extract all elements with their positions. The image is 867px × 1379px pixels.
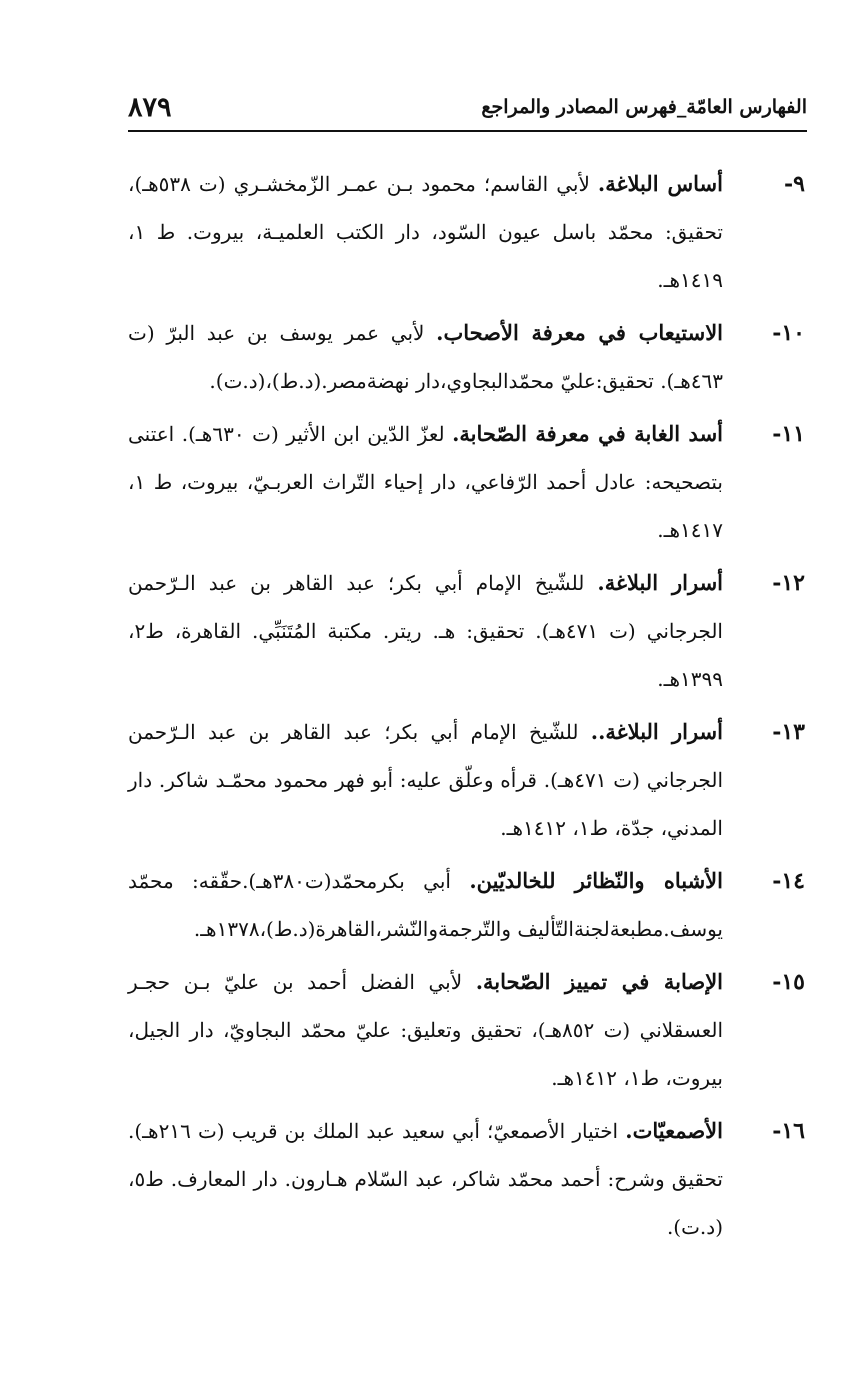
header-rule xyxy=(128,130,807,132)
bibliography-entry xyxy=(128,1107,805,1251)
entry-title: أسد الغابة في معرفة الصّحابة. xyxy=(452,421,724,446)
bibliography-list xyxy=(128,160,805,1256)
entry-title: أساس البلاغة. xyxy=(597,171,723,196)
entry-body xyxy=(128,160,723,304)
entry-body xyxy=(128,309,723,405)
entry-text: اختيار الأصمعيّ؛ أبي سعيد عبد الملك بن قريب (ت ٢١٦هـ). تحقيق وشرح: أحمد محمّد شاكر، عبد السّلام هـارون. دار المعارف. ط٥، (د.ت). xyxy=(128,1119,723,1239)
entry-title: الإصابة في تمييز الصّحابة. xyxy=(475,969,724,994)
entry-text: لأبي القاسم؛ محمود بـن عمـر الزّمخشـري (ت ٥٣٨هـ)، تحقيق: محمّد باسل عيون السّود، دار الكتب العلميـة، بيروت. ط ١، ١٤١٩هـ. xyxy=(128,172,723,292)
entry-body xyxy=(128,1107,723,1251)
entry-text: للشّيخ الإمام أبي بكر؛ عبد القاهر بن عبد الـرّحمن الجرجاني (ت ٤٧١هـ). قرأه وعلّق عليه: أبو فهر محمود محمّـد شاكر. دار المدني، جدّة، ط١، ١٤١٢هـ. xyxy=(128,720,723,840)
entry-body xyxy=(128,559,723,703)
entry-title: أسرار البلاغة.. xyxy=(590,719,723,744)
entry-body xyxy=(128,708,723,852)
entry-text: للشّيخ الإمام أبي بكر؛ عبد القاهر بن عبد الـرّحمن الجرجاني (ت ٤٧١هـ). تحقيق: هـ. ريتر. مكتبة المُتَنَبِّي. القاهرة، ط٢، ١٣٩٩هـ. xyxy=(128,571,723,691)
entry-text: لعزّ الدّين ابن الأثير (ت ٦٣٠هـ). اعتنى بتصحيحه: عادل أحمد الرّفاعي، دار إحياء التّراث العربـيّ، بيروت، ط ١، ١٤١٧هـ. xyxy=(128,422,723,542)
bibliography-entry xyxy=(128,160,805,304)
entry-title: الاستيعاب في معرفة الأصحاب. xyxy=(436,320,724,345)
running-title: الفهارس العامّة_فهرس المصادر والمراجع xyxy=(481,96,807,118)
bibliography-entry xyxy=(128,309,805,405)
entry-number: ١٤- xyxy=(772,868,805,894)
entry-number: ١١- xyxy=(772,421,805,447)
entry-body xyxy=(128,410,723,554)
entry-body xyxy=(128,958,723,1102)
bibliography-entry xyxy=(128,958,805,1102)
entry-number: ١٥- xyxy=(772,969,805,995)
bibliography-entry xyxy=(128,410,805,554)
entry-body xyxy=(128,857,723,953)
entry-title: أسرار البلاغة. xyxy=(597,570,723,595)
bibliography-entry xyxy=(128,708,805,852)
page-number: ٨٧٩ xyxy=(128,92,172,123)
entry-text: لأبي الفضل أحمد بن عليّ بـن حجـر العسقلاني (ت ٨٥٢هـ)، تحقيق وتعليق: عليّ محمّد البجاويّ، دار الجيل، بيروت، ط١، ١٤١٢هـ. xyxy=(128,970,723,1090)
entry-number: ١٢- xyxy=(772,570,805,596)
entry-number: ١٣- xyxy=(772,719,805,745)
entry-title: الأشباه والنّظائر للخالديّين. xyxy=(469,868,723,893)
entry-text: أبي بكرمحمّد(ت٣٨٠هـ).حقّقه: محمّد يوسف.مطبعةلجنةالتّأليف والتّرجمةوالنّشر،القاهرة(د.ط)،١٣٧٨هـ. xyxy=(128,869,723,941)
bibliography-entry xyxy=(128,857,805,953)
entry-number: ١٦- xyxy=(772,1118,805,1144)
entry-title: الأصمعيّات. xyxy=(625,1118,723,1143)
page-header xyxy=(128,92,807,128)
entry-number: ١٠- xyxy=(772,320,805,346)
entry-text: لأبي عمر يوسف بن عبد البرّ (ت ٤٦٣هـ). تحقيق:عليّ محمّدالبجاوي،دار نهضةمصر.(د.ط)،(د.ت). xyxy=(128,321,723,393)
bibliography-entry xyxy=(128,559,805,703)
entry-number: ٩- xyxy=(784,171,805,197)
